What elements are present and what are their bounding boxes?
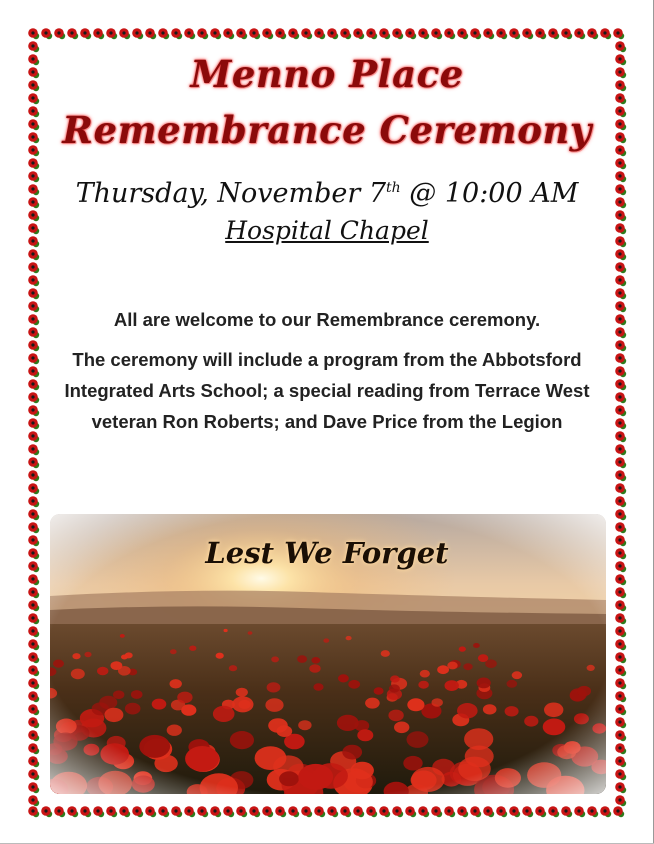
poppy-border-flower bbox=[561, 806, 572, 817]
poppy-border-flower bbox=[28, 782, 39, 793]
poppy-border-flower bbox=[613, 28, 624, 39]
poppy-border-flower bbox=[28, 639, 39, 650]
poppy-border-flower bbox=[615, 457, 626, 468]
poppy-border-flower bbox=[615, 275, 626, 286]
event-location-text: Hospital Chapel bbox=[225, 216, 429, 245]
poppy-border-flower bbox=[470, 806, 481, 817]
poppy-border-flower bbox=[171, 28, 182, 39]
poppy-border-flower bbox=[615, 496, 626, 507]
poppy-border-flower bbox=[615, 483, 626, 494]
poppy-border-flower bbox=[615, 665, 626, 676]
poppy-border-flower bbox=[522, 28, 533, 39]
poppy-border-flower bbox=[615, 795, 626, 806]
poppy-border-flower bbox=[574, 28, 585, 39]
poppy-border-flower bbox=[327, 28, 338, 39]
poppy-border-flower bbox=[457, 28, 468, 39]
poppy-border-flower bbox=[223, 806, 234, 817]
poppy-border-flower bbox=[158, 28, 169, 39]
poppy-border-flower bbox=[587, 806, 598, 817]
poppy-border-flower bbox=[106, 806, 117, 817]
poppy-border-flower bbox=[615, 678, 626, 689]
poppy-border-flower bbox=[158, 806, 169, 817]
poppy-border-flower bbox=[615, 639, 626, 650]
poppy-border-flower bbox=[353, 806, 364, 817]
poppy-border-flower bbox=[28, 704, 39, 715]
poppy-border-flower bbox=[366, 806, 377, 817]
title-line-2: Remembrance Ceremony bbox=[62, 108, 592, 152]
poppy-border-flower bbox=[615, 652, 626, 663]
poppy-border-flower bbox=[535, 806, 546, 817]
poppy-border-flower bbox=[223, 28, 234, 39]
poppy-border-flower bbox=[548, 806, 559, 817]
poppy-border-flower bbox=[392, 28, 403, 39]
poppy-border-flower bbox=[106, 28, 117, 39]
poppy-border-flower bbox=[561, 28, 572, 39]
poppy-border-flower bbox=[340, 806, 351, 817]
poppy-border-flower bbox=[615, 574, 626, 585]
event-time: @ 10:00 AM bbox=[400, 178, 579, 209]
poppy-border-flower bbox=[197, 28, 208, 39]
poppy-border-flower bbox=[67, 28, 78, 39]
poppy-border-flower bbox=[249, 28, 260, 39]
poppy-border-flower bbox=[93, 806, 104, 817]
poppy-border-flower bbox=[28, 691, 39, 702]
poppy-border-flower bbox=[574, 806, 585, 817]
poppy-border-flower bbox=[197, 806, 208, 817]
poppy-border-flower bbox=[615, 704, 626, 715]
poppy-border-flower bbox=[615, 743, 626, 754]
poppy-border-flower bbox=[28, 496, 39, 507]
poppy-border-flower bbox=[405, 28, 416, 39]
poppy-border-flower bbox=[28, 626, 39, 637]
poppy-border-flower bbox=[509, 28, 520, 39]
poppy-border-flower bbox=[184, 806, 195, 817]
poppy-border-flower bbox=[275, 28, 286, 39]
poppy-border-flower bbox=[210, 806, 221, 817]
event-date bbox=[0, 178, 654, 209]
poppy-border-flower bbox=[28, 262, 39, 273]
poppy-border-flower bbox=[28, 743, 39, 754]
poppy-border-flower bbox=[288, 806, 299, 817]
poppy-border-flower bbox=[535, 28, 546, 39]
welcome-text: All are welcome to our Remembrance ceremony. bbox=[113, 309, 541, 330]
event-date-ordinal: th bbox=[386, 180, 401, 196]
poppy-border-flower bbox=[314, 28, 325, 39]
title-line-1: Menno Place bbox=[190, 52, 464, 96]
poppy-border-flower bbox=[615, 756, 626, 767]
poppy-border-flower bbox=[80, 28, 91, 39]
poppy-border-flower bbox=[483, 806, 494, 817]
poppy-border-flower bbox=[496, 28, 507, 39]
poppy-border-flower bbox=[444, 806, 455, 817]
poppy-border-flower bbox=[301, 28, 312, 39]
poppy-border-flower bbox=[615, 41, 626, 52]
poppy-border-flower bbox=[41, 806, 52, 817]
poppy-border-flower bbox=[28, 652, 39, 663]
poppy-border-flower bbox=[615, 470, 626, 481]
poppy-border-flower bbox=[54, 806, 65, 817]
poppy-border-flower bbox=[119, 806, 130, 817]
poppy-border-flower bbox=[80, 806, 91, 817]
poppy-border-flower bbox=[379, 806, 390, 817]
poppy-border-flower bbox=[28, 444, 39, 455]
poppy-border-flower bbox=[28, 28, 39, 39]
poppy-border-flower bbox=[615, 249, 626, 260]
poppy-border-flower bbox=[145, 806, 156, 817]
poppy-border-flower bbox=[548, 28, 559, 39]
poppy-border-flower bbox=[54, 28, 65, 39]
poppy-border-flower bbox=[249, 806, 260, 817]
poppy-border-flower bbox=[470, 28, 481, 39]
poppy-border-flower bbox=[301, 806, 312, 817]
poppy-border-flower bbox=[28, 795, 39, 806]
poppy-border-flower bbox=[132, 806, 143, 817]
poppy-border-flower bbox=[262, 28, 273, 39]
poppy-border-flower bbox=[418, 806, 429, 817]
poppy-border-flower bbox=[522, 806, 533, 817]
poppy-border-flower bbox=[444, 28, 455, 39]
poppy-border-flower bbox=[67, 806, 78, 817]
poppy-border-flower bbox=[28, 587, 39, 598]
poppy-border-flower bbox=[615, 600, 626, 611]
poppy-border-flower bbox=[28, 756, 39, 767]
poppy-border-flower bbox=[28, 769, 39, 780]
poppy-border-flower bbox=[431, 28, 442, 39]
poppy-border-flower bbox=[28, 470, 39, 481]
poppy-border-flower bbox=[405, 806, 416, 817]
program-details: The ceremony will include a program from the Abbotsford Integrated Arts School; a special reading from Terrace West veteran Ron Roberts; and Dave Price from the Legion bbox=[64, 349, 590, 432]
poppy-border-flower bbox=[119, 28, 130, 39]
event-location bbox=[0, 216, 654, 245]
poppy-border-flower bbox=[28, 158, 39, 169]
poppy-border-flower bbox=[236, 806, 247, 817]
poppy-border-flower bbox=[457, 806, 468, 817]
poppy-border-flower bbox=[314, 806, 325, 817]
poppy-border-flower bbox=[28, 665, 39, 676]
poppy-border-flower bbox=[431, 806, 442, 817]
poppy-border-flower bbox=[262, 806, 273, 817]
poppy-border-flower bbox=[615, 782, 626, 793]
poppy-border-flower bbox=[587, 28, 598, 39]
poppy-border-flower bbox=[28, 806, 39, 817]
poppy-border-flower bbox=[615, 769, 626, 780]
event-date-text: Thursday, November 7 bbox=[75, 178, 387, 209]
poppy-border-flower bbox=[28, 483, 39, 494]
poppy-border-flower bbox=[28, 600, 39, 611]
poppy-border-flower bbox=[132, 28, 143, 39]
poppy-border-flower bbox=[496, 806, 507, 817]
poppy-border-flower bbox=[28, 613, 39, 624]
poppy-border-flower bbox=[509, 806, 520, 817]
poppy-border-flower bbox=[28, 41, 39, 52]
poppy-border-flower bbox=[615, 288, 626, 299]
poppy-border-flower bbox=[210, 28, 221, 39]
poppy-border-flower bbox=[615, 522, 626, 533]
poppy-border-flower bbox=[615, 587, 626, 598]
poppy-border-flower bbox=[613, 806, 624, 817]
poppy-border-flower bbox=[28, 249, 39, 260]
poppy-border-flower bbox=[288, 28, 299, 39]
poppy-border-flower bbox=[615, 613, 626, 624]
poppy-border-flower bbox=[93, 28, 104, 39]
poppy-border-flower bbox=[28, 678, 39, 689]
poppy-border-flower bbox=[615, 444, 626, 455]
poppy-border-flower bbox=[327, 806, 338, 817]
poppy-border-flower bbox=[379, 28, 390, 39]
poppy-border-flower bbox=[171, 806, 182, 817]
poppy-border-flower bbox=[275, 806, 286, 817]
poppy-border-flower bbox=[615, 717, 626, 728]
poppy-border-flower bbox=[353, 28, 364, 39]
poppy-border-flower bbox=[28, 717, 39, 728]
poppy-border-flower bbox=[28, 522, 39, 533]
poppy-border-flower bbox=[28, 288, 39, 299]
poppy-border-flower bbox=[418, 28, 429, 39]
poppy-border-flower bbox=[28, 574, 39, 585]
poppy-border-flower bbox=[28, 457, 39, 468]
poppy-border-flower bbox=[28, 275, 39, 286]
poppy-border-flower bbox=[615, 262, 626, 273]
poppy-border-flower bbox=[28, 509, 39, 520]
poppy-border-flower bbox=[145, 28, 156, 39]
poppy-border-flower bbox=[600, 28, 611, 39]
poppy-border-flower bbox=[340, 28, 351, 39]
poppy-border-flower bbox=[392, 806, 403, 817]
poppy-border-flower bbox=[600, 806, 611, 817]
poppy-border-flower bbox=[615, 158, 626, 169]
poppy-border-flower bbox=[615, 509, 626, 520]
lest-we-forget-caption: Lest We Forget bbox=[205, 536, 449, 570]
poppy-border-flower bbox=[28, 730, 39, 741]
poppy-border-flower bbox=[615, 691, 626, 702]
poppy-border-flower bbox=[615, 626, 626, 637]
poppy-border-flower bbox=[483, 28, 494, 39]
poppy-border-flower bbox=[41, 28, 52, 39]
poppy-border-flower bbox=[366, 28, 377, 39]
poppy-border-flower bbox=[615, 730, 626, 741]
poppy-border-flower bbox=[184, 28, 195, 39]
poppy-border-flower bbox=[236, 28, 247, 39]
